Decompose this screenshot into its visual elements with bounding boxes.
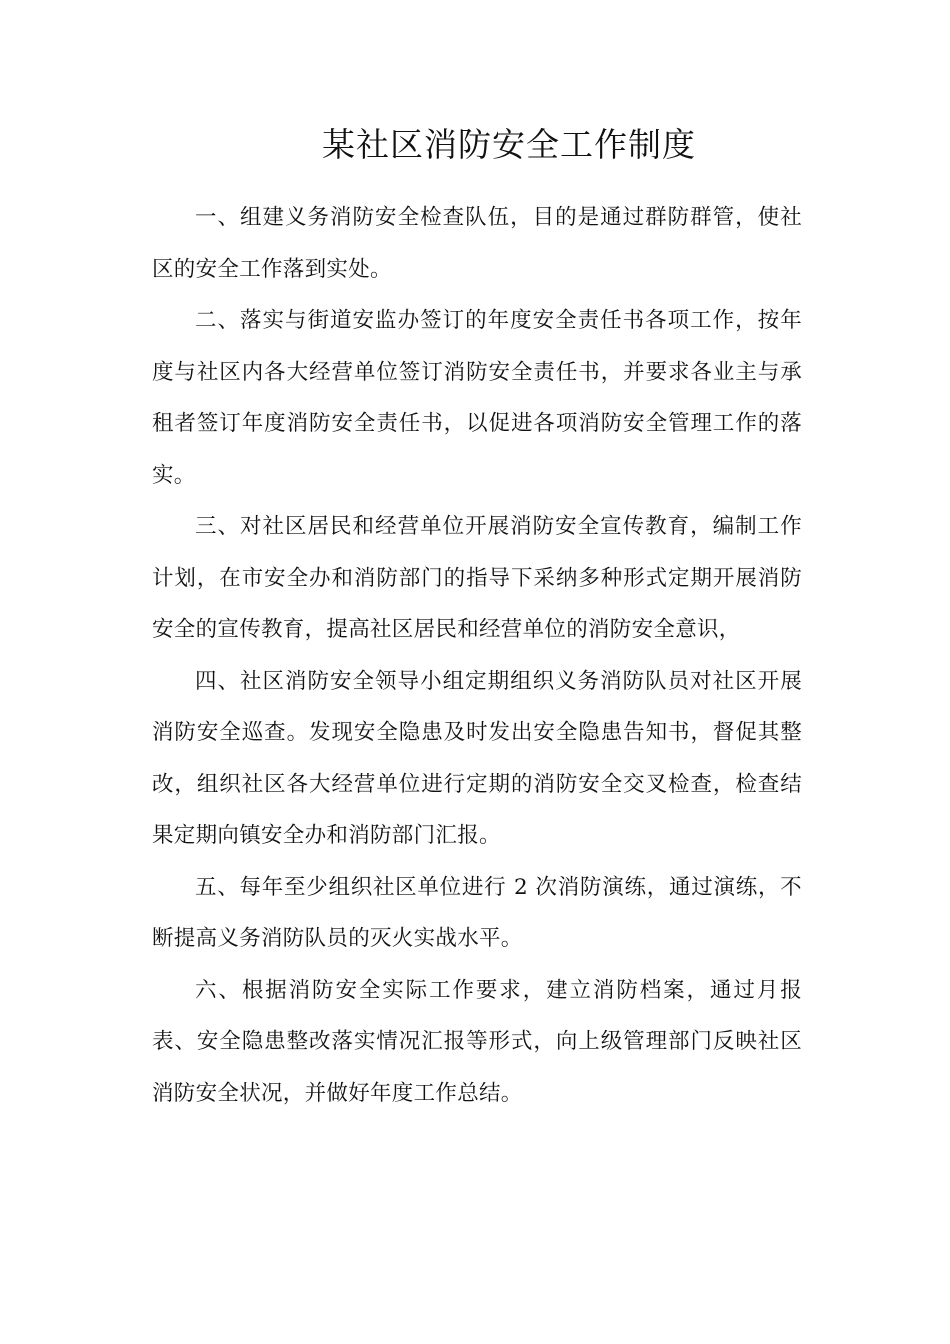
document-title: 某社区消防安全工作制度 [322,125,696,164]
paragraph-2: 二、落实与街道安监办签订的年度安全责任书各项工作，按年度与社区内各大经营单位签订消防安全责任书，并要求各业主与承租者签订年度消防安全责任书，以促进各项消防安全管理工作的落实。 [152,308,802,488]
paragraph-5: 五、每年至少组织社区单位进行 2 次消防演练，通过演练，不断提高义务消防队员的灭火实战水平。 [152,874,802,951]
paragraph-4: 四、社区消防安全领导小组定期组织义务消防队员对社区开展消防安全巡查。发现安全隐患及时发出安全隐患告知书，督促其整改，组织社区各大经营单位进行定期的消防安全交叉检查，检查结果定期向镇安全办和消防部门汇报。 [152,668,802,848]
paragraph-3: 三、对社区居民和经营单位开展消防安全宣传教育，编制工作计划，在市安全办和消防部门的指导下采纳多种形式定期开展消防安全的宣传教育，提高社区居民和经营单位的消防安全意识， [152,514,802,642]
document-body [152,192,802,1119]
paragraph-6: 六、根据消防安全实际工作要求，建立消防档案，通过月报表、安全隐患整改落实情况汇报等形式，向上级管理部门反映社区消防安全状况，并做好年度工作总结。 [152,977,802,1106]
paragraph-1: 一、组建义务消防安全检查队伍，目的是通过群防群管，使社区的安全工作落到实处。 [152,205,802,282]
